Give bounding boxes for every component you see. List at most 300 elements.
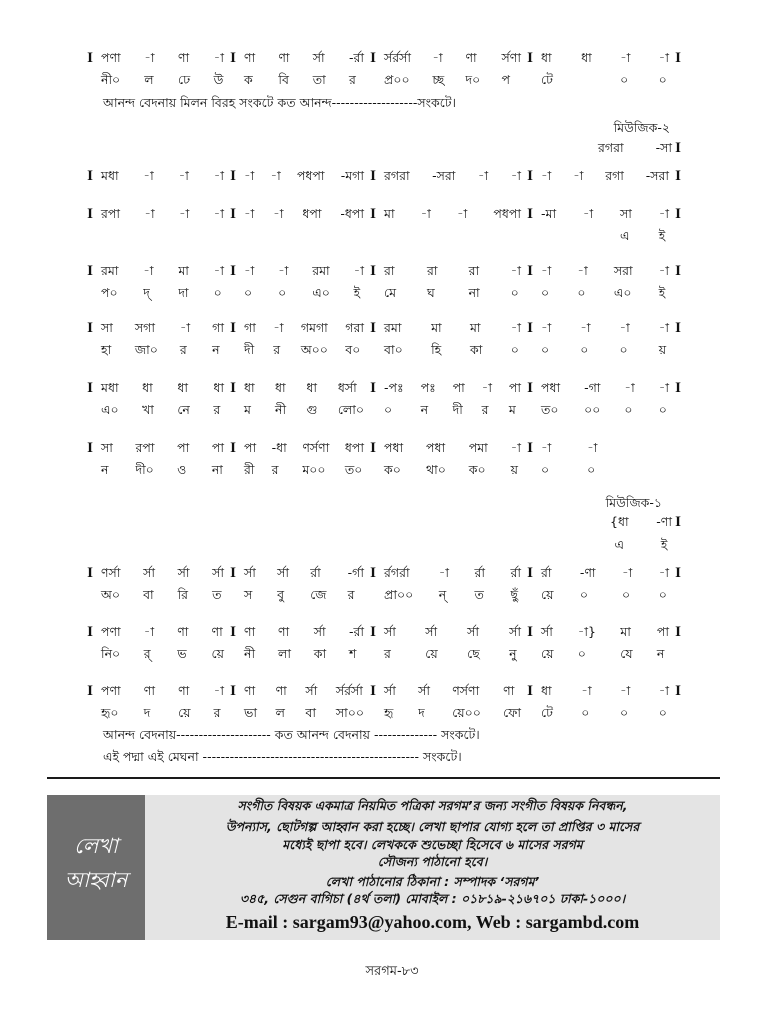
note: ণা	[177, 624, 189, 639]
note: -া	[658, 565, 669, 580]
bar-line: I	[87, 683, 93, 699]
note: র্সা	[312, 50, 325, 65]
measure	[536, 50, 672, 88]
note: -া	[432, 50, 443, 65]
lyric-syllable: বা	[305, 705, 316, 720]
lyric-syllable: য়ে	[541, 646, 554, 661]
lyric-text-line: আনন্দ বেদনায়--------------------- কত আনন্দ বেদনায় -------------- সংকটে।	[103, 727, 480, 742]
bar-line: I	[527, 50, 533, 66]
note: র্সা	[212, 565, 224, 580]
note: ধা	[581, 50, 592, 65]
measure	[536, 683, 672, 721]
lyric-syllable: হৃ০	[101, 705, 119, 720]
lyric-syllable: ০	[658, 705, 667, 720]
lyric-syllable: অ০০	[300, 342, 328, 357]
note: র্সা	[305, 683, 318, 698]
lyric-syllable: ন	[420, 402, 429, 417]
lyric-syllable: র্	[143, 646, 151, 661]
lyric-syllable: ত	[474, 587, 484, 602]
notation-system	[84, 624, 684, 662]
note: র্সা	[277, 565, 289, 580]
note: র্সর্রর্সা	[384, 50, 412, 65]
bar-line: I	[370, 206, 376, 222]
lyric-syllable: র	[273, 342, 281, 357]
note: ণা	[278, 624, 290, 639]
lyric-syllable: ০	[510, 342, 519, 357]
note: -া	[541, 263, 552, 278]
lyric-syllable: বা০	[384, 342, 403, 357]
lyric-syllable: এ	[620, 228, 630, 243]
note: পা	[244, 440, 257, 455]
lyric-syllable: অ০	[101, 587, 120, 602]
lyric-syllable: ন	[656, 646, 665, 661]
note: -া	[457, 206, 468, 221]
note: ধপা	[302, 206, 322, 221]
measure	[239, 263, 367, 301]
bar-line: I	[527, 263, 533, 279]
note: ণা	[178, 50, 190, 65]
lyric-syllable: রি	[177, 587, 189, 602]
lyric-syllable: স	[244, 587, 253, 602]
note: রা	[427, 263, 438, 278]
lyric-syllable: এ	[614, 537, 625, 552]
note: -মগা	[340, 168, 364, 183]
note: -া	[510, 440, 521, 455]
note: -া	[587, 440, 598, 455]
measure	[379, 206, 524, 244]
lyric-syllable: র	[347, 587, 355, 602]
lyric-syllable: যে	[620, 646, 633, 661]
lyric-syllable: ০	[587, 462, 596, 477]
note: ণা	[275, 683, 287, 698]
note: র্রগর্রা	[384, 565, 410, 580]
note: ধা	[142, 380, 153, 395]
bar-line: I	[230, 380, 236, 396]
note: মা	[384, 206, 395, 221]
note: ণা	[143, 683, 155, 698]
lyric-syllable: ল	[275, 705, 285, 720]
note: ধা	[213, 380, 224, 395]
lyric-syllable: ০	[620, 72, 629, 87]
lyric-syllable: ০	[580, 342, 589, 357]
lyric-syllable: থা০	[426, 462, 446, 477]
measure	[536, 168, 672, 184]
bar-line: I	[675, 514, 681, 530]
lyric-syllable: ছে	[467, 646, 480, 661]
lyric-syllable: ক	[244, 72, 253, 87]
bar-line: I	[675, 320, 681, 336]
measure	[379, 440, 524, 478]
notation-system	[84, 320, 684, 358]
lyric-syllable: উ	[213, 72, 224, 87]
measure	[239, 440, 367, 478]
measure	[536, 380, 672, 418]
bar-line: I	[87, 168, 93, 184]
lyric-syllable: দ	[143, 705, 151, 720]
lyric-syllable: নী০	[101, 72, 121, 87]
lyric-syllable: ই	[658, 228, 666, 243]
bar-line: I	[87, 50, 93, 66]
lyric-syllable: ০	[619, 342, 628, 357]
lyric-syllable: ০	[579, 587, 588, 602]
note: -া	[582, 206, 594, 221]
notice-contact: E-mail : sargam93@yahoo.com, Web : sargambd.com	[225, 912, 640, 932]
lyric-syllable: য়	[658, 342, 667, 357]
note: -া	[658, 206, 669, 221]
note: র্রা	[541, 565, 552, 580]
measure	[96, 168, 227, 184]
note: সা	[101, 320, 113, 335]
measure	[239, 206, 367, 244]
note: -া	[624, 380, 635, 395]
lyric-syllable: ০	[541, 342, 550, 357]
note: ণর্সণা	[452, 683, 480, 698]
lyric-syllable: এ০	[613, 285, 632, 300]
note: ণর্সা	[101, 565, 121, 580]
bar-line: I	[230, 320, 236, 336]
note: র্সা	[313, 624, 326, 639]
lyric-syllable: লা	[278, 646, 291, 661]
lyric-syllable: রী	[244, 462, 255, 477]
lyric-syllable: নী	[275, 402, 287, 417]
note: র্সর্রর্সা	[335, 683, 363, 698]
note: র্সা	[244, 565, 256, 580]
lyric-syllable: ০	[577, 646, 586, 661]
bar-line: I	[675, 624, 681, 640]
measure	[610, 514, 672, 553]
note: -া	[541, 320, 552, 335]
note: -া	[143, 263, 154, 278]
measure	[239, 683, 367, 721]
lyric-syllable: ভা	[244, 705, 257, 720]
notice-text: সৌজন্য পাঠানো হবে।	[377, 854, 488, 869]
lyric-syllable: ত০	[541, 402, 559, 417]
note: পণা	[101, 50, 121, 65]
note: -া	[353, 263, 364, 278]
note: রমা	[384, 320, 402, 335]
lyric-syllable: ঢে	[178, 72, 191, 87]
note: ধা	[541, 50, 552, 65]
section-label-music-1: মিউজিক-১	[605, 495, 662, 510]
bar-line: I	[87, 320, 93, 336]
lyric-syllable: ০	[658, 587, 667, 602]
lyric-syllable: ত	[212, 587, 222, 602]
bar-line: I	[527, 565, 533, 581]
bar-line: I	[675, 683, 681, 699]
note: -া	[244, 206, 255, 221]
notice-heading: লেখা	[73, 834, 119, 858]
note: -সা	[655, 140, 672, 155]
note: -া	[213, 168, 224, 183]
note: -া	[573, 168, 584, 183]
lyric-syllable: র	[271, 462, 279, 477]
lyric-syllable: ০	[384, 402, 393, 417]
notice-address-label: লেখা পাঠানোর ঠিকানা : সম্পাদক ‘সরগম’	[325, 874, 540, 889]
bar-line: I	[230, 263, 236, 279]
lyric-syllable: ক০	[468, 462, 486, 477]
note: -া	[658, 380, 669, 395]
note: সরা	[613, 263, 633, 278]
note: -পঃ	[384, 380, 404, 395]
note: রগরা	[384, 168, 410, 183]
note: পধা	[426, 440, 446, 455]
note: -া	[620, 683, 631, 698]
note: র্সা	[384, 683, 396, 698]
lyric-syllable: ০	[624, 402, 633, 417]
lyric-syllable: প০	[101, 285, 118, 300]
lyric-syllable: টে	[541, 705, 553, 720]
lyric-syllable: য়ে	[211, 646, 224, 661]
note: রপা	[101, 206, 120, 221]
note: র্সা	[425, 624, 438, 639]
lyric-syllable: না	[211, 462, 223, 477]
measure	[536, 624, 672, 662]
lyric-text-line: এই পদ্মা এই মেঘনা ------------------------------------------------ সংকটে।	[103, 749, 462, 764]
lyric-syllable: ভ	[177, 646, 187, 661]
lyric-syllable: র	[384, 646, 391, 661]
lyric-syllable: শ	[348, 646, 357, 661]
lyric-syllable: ম০০	[302, 462, 326, 477]
note: ণা	[211, 624, 223, 639]
lyric-syllable: ০	[510, 285, 519, 300]
lyric-syllable: ০	[541, 285, 550, 300]
note: -া	[178, 168, 189, 183]
measure	[239, 380, 367, 418]
bar-line: I	[87, 440, 93, 456]
lyric-syllable: ন	[212, 342, 220, 357]
bar-line: I	[87, 624, 93, 640]
note: র্সা	[541, 624, 553, 639]
note: -া	[144, 50, 155, 65]
lyric-syllable: দ	[418, 705, 425, 720]
note: ধর্সা	[337, 380, 357, 395]
note: পমা	[468, 440, 488, 455]
note: ণা	[465, 50, 477, 65]
measure	[96, 206, 227, 244]
notation-system	[84, 263, 684, 301]
note: পা	[656, 624, 669, 639]
note: -া	[270, 168, 281, 183]
note: -া	[179, 320, 191, 335]
lyric-syllable: ই	[353, 285, 361, 300]
bar-line: I	[370, 565, 376, 581]
bar-line: I	[370, 320, 376, 336]
measure	[96, 565, 227, 603]
note: {ধা	[610, 514, 629, 529]
lyric-syllable: কা	[313, 646, 327, 661]
note: র্সা	[384, 624, 396, 639]
measure	[96, 263, 227, 301]
bar-line: I	[370, 380, 376, 396]
lyric-syllable: য়ে	[425, 646, 438, 661]
note: -া	[213, 683, 224, 698]
measure	[96, 440, 227, 478]
bar-line: I	[370, 440, 376, 456]
note: মধা	[101, 168, 119, 183]
note: রা	[384, 263, 395, 278]
lyric-syllable: এ০	[312, 285, 330, 300]
measure	[379, 683, 524, 721]
lyric-syllable: প্র০০	[384, 72, 410, 87]
note: মা	[620, 624, 631, 639]
notation-system	[84, 683, 684, 721]
note: -া	[244, 263, 255, 278]
measure	[96, 683, 227, 721]
divider	[47, 777, 720, 779]
measure	[536, 320, 672, 358]
measure	[598, 140, 672, 156]
note: -া	[510, 320, 521, 335]
note: পা	[177, 440, 190, 455]
note: -ণা	[579, 565, 596, 580]
lyric-syllable: খা	[142, 402, 154, 417]
note: -া	[658, 50, 669, 65]
note: ধা	[306, 380, 318, 395]
note: ধা	[275, 380, 286, 395]
note: র্রা	[510, 565, 521, 580]
note: মধা	[101, 380, 119, 395]
note: মা	[469, 320, 481, 335]
bar-line: I	[675, 263, 681, 279]
bar-line: I	[370, 624, 376, 640]
lyric-syllable: ক০	[384, 462, 401, 477]
bar-line: I	[87, 380, 93, 396]
lyric-syllable: ০	[658, 402, 667, 417]
note: পা	[211, 440, 224, 455]
lyric-syllable: সা০০	[335, 705, 364, 720]
note: র্রা	[474, 565, 485, 580]
bar-line: I	[527, 168, 533, 184]
note: পণা	[101, 683, 121, 698]
note: গরা	[345, 320, 364, 335]
notation-system	[84, 380, 684, 418]
lyric-syllable: য়ে	[541, 587, 554, 602]
lyric-syllable: ০	[658, 72, 667, 87]
measure	[239, 168, 367, 184]
lyric-syllable: ত০	[344, 462, 363, 477]
lyric-syllable: র	[179, 342, 187, 357]
lyric-syllable: ব০	[345, 342, 361, 357]
note: -া	[273, 320, 284, 335]
lyric-syllable: ছুঁ	[510, 587, 519, 602]
lyric-syllable: তা	[312, 72, 326, 87]
note: রপা	[135, 440, 155, 455]
notice-text: উপন্যাস, ছোটগল্প আহ্বান করা হচ্ছে। লেখা ছাপার যোগ্য হলে তা প্রাপ্তির ৩ মাসের	[225, 819, 640, 834]
lyric-syllable: ০	[541, 462, 550, 477]
note: ণা	[244, 50, 256, 65]
call-for-submissions-box	[47, 795, 720, 940]
lyric-syllable: দী	[244, 342, 255, 357]
notice-text: সংগীত বিষয়ক একমাত্র নিয়মিত পত্রিকা সরগম’র জন্য সংগীত বিষয়ক নিবন্ধন,	[237, 798, 628, 813]
lyric-syllable: টে	[541, 72, 553, 87]
lyric-syllable: ০	[577, 285, 586, 300]
note: -া	[144, 206, 155, 221]
lyric-syllable: জা০	[134, 342, 158, 357]
note: -া	[658, 263, 669, 278]
note: -া	[481, 380, 492, 395]
lyric-syllable: ও	[177, 462, 187, 477]
lyric-syllable: ফো	[503, 705, 521, 720]
note: পা	[452, 380, 465, 395]
notice-text: মধ্যেই ছাপা হবে। লেখককে শুভেচ্ছা হিসেবে ৬ মাসের সরগম	[282, 837, 583, 852]
lyric-syllable: জে	[310, 587, 327, 602]
bar-line: I	[230, 206, 236, 222]
bar-line: I	[370, 263, 376, 279]
note: রগরা	[598, 140, 624, 155]
note: র্সা	[177, 565, 190, 580]
lyric-syllable: ন্	[438, 587, 447, 602]
lyric-syllable: দা	[178, 285, 189, 300]
measure	[96, 624, 227, 662]
note: সগা	[134, 320, 155, 335]
measure	[536, 440, 672, 478]
note: -া	[658, 683, 669, 698]
note: ণা	[503, 683, 515, 698]
bar-line: I	[230, 50, 236, 66]
note: ণা	[178, 683, 190, 698]
bar-line: I	[675, 380, 681, 396]
measure	[96, 50, 227, 88]
note: র্সা	[509, 624, 521, 639]
bar-line: I	[675, 140, 681, 156]
lyric-syllable: য়	[510, 462, 519, 477]
note: -া}	[577, 624, 596, 639]
note: -া	[477, 168, 489, 183]
lyric-syllable: নে	[177, 402, 190, 417]
lyric-text-line: আনন্দ বেদনায় মিলন বিরহ সংকটে কত আনন্দ-------------------সংকটে।	[103, 95, 457, 110]
lyric-syllable: বি	[278, 72, 289, 87]
measure	[536, 263, 672, 301]
measure	[379, 263, 524, 301]
note: ধপা	[344, 440, 364, 455]
lyric-syllable: চ্ছ	[432, 72, 445, 87]
note: -ণা	[656, 514, 672, 529]
note: সা	[620, 206, 632, 221]
lyric-syllable: দ্	[143, 285, 150, 300]
lyric-syllable: র	[481, 402, 489, 417]
measure	[379, 320, 524, 358]
lyric-syllable: দী	[452, 402, 463, 417]
lyric-syllable: ই	[660, 537, 668, 552]
measure	[96, 380, 227, 418]
note: গা	[244, 320, 256, 335]
note: পণা	[101, 624, 121, 639]
note: -া	[273, 206, 284, 221]
measure	[96, 320, 227, 358]
lyric-syllable: ০	[581, 705, 590, 720]
lyric-syllable: র	[213, 402, 221, 417]
note: -া	[213, 50, 224, 65]
lyric-syllable: র	[213, 705, 221, 720]
lyric-syllable: ০	[620, 705, 629, 720]
bar-line: I	[527, 320, 533, 336]
lyric-syllable: ন	[101, 462, 109, 477]
measure	[536, 206, 672, 244]
lyric-syllable: ল	[144, 72, 154, 87]
lyric-syllable: দী০	[135, 462, 154, 477]
lyric-syllable: গু	[306, 402, 318, 417]
note: ণা	[244, 683, 256, 698]
bar-line: I	[230, 565, 236, 581]
bar-line: I	[230, 168, 236, 184]
lyric-syllable: ঘ	[427, 285, 435, 300]
measure	[379, 624, 524, 662]
note: রা	[468, 263, 480, 278]
note: -র্রা	[348, 50, 364, 65]
note: -া	[244, 168, 255, 183]
note: -র্রা	[348, 624, 364, 639]
note: পধপা	[296, 168, 325, 183]
